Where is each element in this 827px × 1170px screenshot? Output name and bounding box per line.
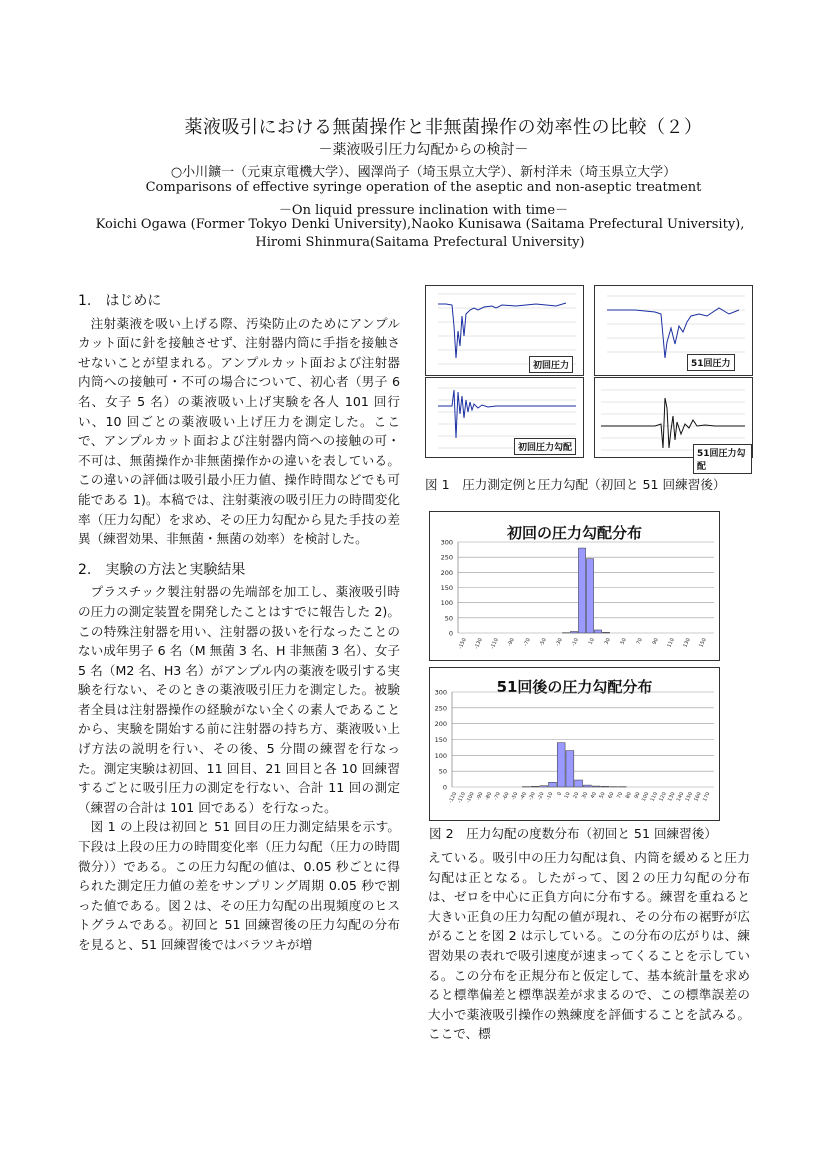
x-tick-label: -30 — [527, 791, 537, 802]
section2-heading: 2. 実験の方法と実験結果 — [78, 561, 246, 578]
y-tick-label: 300 — [434, 688, 447, 697]
figure1-panel-initial-gradient — [425, 377, 584, 458]
histogram-bar — [578, 548, 585, 633]
section1-paragraph: 注射薬液を吸い上げる際、汚染防止のためにアンプルカット面に針を接触させず、注射器内筒に手指を接触させないことが望まれる。アンプルカット面および注射器内筒への接触可・不可の場合について、初心者（男子 6 名、女子 5 名）の薬液吸い上げ実験を各人 101 回行い、10 回ごとの薬液吸い上げ圧力を測定した。ここで、アンプルカット面および注射器内筒への接触の可・不可は、無菌操作か非無菌操作かの違いを表している。この違いの評価は吸引最小圧力値、操作時間などでも可能である 1)。本稿では、注射薬液の吸引圧力の時間変化率（圧力勾配）を求め、その圧力勾配から見た手技の差異（練習効果、非無菌・無菌の効率）を検討した。 — [78, 315, 400, 547]
left-column — [78, 292, 400, 955]
y-tick-label: 50 — [438, 767, 447, 776]
x-tick-label: -90 — [475, 791, 485, 802]
histogram-51-title: 51回後の圧力勾配分布 — [496, 678, 653, 696]
x-tick-label: 150 — [684, 791, 694, 803]
histogram-bar — [583, 785, 591, 787]
histogram-bar — [586, 559, 593, 633]
x-tick-label: 60 — [607, 791, 616, 800]
authors-en: Koichi Ogawa (Former Tokyo Denki University),Naoko Kunisawa (Saitama Prefectural University), Hiromi Shinmura(Saitama Prefectural University) — [95, 217, 745, 250]
histogram-bar — [540, 786, 548, 787]
x-tick-label: -150 — [457, 637, 468, 651]
x-tick-label: 0 — [556, 791, 563, 797]
x-tick-label: 50 — [598, 791, 607, 800]
x-tick-label: -10 — [545, 791, 555, 802]
label-initial-gradient: 初回圧力勾配 — [514, 438, 576, 455]
x-tick-label: 10 — [563, 791, 572, 800]
histogram-bar — [557, 743, 565, 787]
figure1-caption: 図 1 圧力測定例と圧力勾配（初回と 51 回練習後） — [425, 477, 726, 492]
x-tick-label: 130 — [667, 791, 677, 803]
x-tick-label: 40 — [589, 791, 598, 800]
paper-title-jp: 薬液吸引における無菌操作と非無菌操作の効率性の比較（２） — [184, 117, 703, 138]
y-tick-label: 0 — [442, 783, 447, 792]
x-tick-label: 20 — [572, 791, 581, 800]
y-tick-label: 150 — [440, 584, 453, 592]
y-tick-label: 200 — [440, 568, 453, 577]
paper-subtitle-en: －On liquid pressure inclination with time－ — [278, 203, 569, 218]
x-tick-label: -40 — [519, 791, 529, 802]
histogram-bar — [602, 632, 609, 633]
authors-jp: ○小川鑛一（元東京電機大学）、國澤尚子（埼玉県立大学）、新村洋未（埼玉県立大学） — [170, 165, 677, 180]
x-tick-label: -110 — [489, 637, 500, 651]
figure2-caption: 図 2 圧力勾配の度数分布（初回と 51 回練習後） — [429, 826, 717, 841]
section2-paragraph-1: プラスチック製注射器の先端部を加工し、薬液吸引時の圧力の測定装置を開発したことはすでに報告した 2)。この特殊注射器を用い、注射器の扱いを行なったことのない成年男子 6 名（M 無菌 3 名、H 非無菌 3 名）、女子 5 名（M2 名、H3 名）がアンプル内の薬液を吸引する実験を行ない、そのときの薬液吸引圧力を測定した。被験者全員は注射器操作の経験がない全くの素人であることから、実験を開始する前に注射器の持ち方、薬液吸い上げ方法の説明を行い、その後、5 分間の練習を行なった。測定実験は初回、11 回目、21 回目と各 10 回練習するごとに吸引圧力の測定を行ない、合計 11 回の測定（練習の合計は 101 回である）を行なった。 — [78, 584, 400, 815]
histogram-bar — [549, 782, 557, 787]
histogram-51-panel — [429, 667, 720, 821]
x-tick-label: 170 — [701, 791, 712, 803]
label-51-gradient: 51回圧力勾配 — [693, 444, 752, 474]
histogram-initial-chart — [430, 512, 719, 660]
paper-subtitle-jp: －薬液吸引圧力勾配からの検討－ — [318, 142, 529, 158]
y-tick-label: 300 — [440, 538, 453, 547]
y-tick-label: 50 — [444, 614, 453, 623]
x-tick-label: -130 — [473, 637, 484, 651]
y-tick-label: 100 — [434, 751, 447, 760]
x-tick-label: 70 — [635, 637, 644, 646]
histogram-bar — [531, 786, 539, 787]
histogram-bar — [570, 631, 577, 633]
histogram-bar — [601, 786, 609, 787]
y-tick-label: 0 — [448, 629, 453, 638]
x-tick-label: 90 — [633, 791, 642, 800]
x-tick-label: -60 — [501, 791, 511, 802]
x-tick-label: 80 — [624, 791, 633, 800]
x-tick-label: -50 — [510, 791, 520, 802]
y-tick-label: 100 — [440, 599, 453, 608]
histogram-initial-title: 初回の圧力勾配分布 — [506, 524, 642, 542]
histogram-bar — [594, 630, 601, 633]
x-tick-label: -70 — [492, 791, 502, 802]
x-tick-label: 90 — [651, 637, 660, 646]
y-tick-label: 150 — [434, 736, 447, 744]
x-tick-label: 140 — [675, 791, 686, 803]
histogram-bar — [575, 780, 583, 787]
label-initial-pressure: 初回圧力 — [529, 356, 573, 373]
x-tick-label: 70 — [615, 791, 625, 800]
figure1-panel-51-gradient — [594, 377, 753, 472]
x-tick-label: -30 — [554, 637, 564, 648]
x-tick-label: -80 — [484, 791, 494, 802]
figure1-panel-initial-pressure — [425, 285, 584, 376]
x-tick-label: 10 — [587, 637, 596, 646]
histogram-bar — [592, 786, 600, 787]
x-tick-label: -70 — [522, 637, 532, 648]
y-tick-label: 250 — [440, 553, 453, 562]
x-tick-label: -120 — [447, 791, 459, 805]
figure1-panel-51-pressure — [594, 285, 753, 376]
x-tick-label: 110 — [666, 637, 676, 649]
x-tick-label: -50 — [538, 637, 548, 648]
section1-heading: 1. はじめに — [78, 293, 162, 309]
x-tick-label: 130 — [682, 637, 692, 649]
section2-paragraph-2: 図 1 の上段は初回と 51 回目の圧力測定結果を示す。下段は上段の圧力の時間変化率（圧力勾配（圧力の時間微分））である。この圧力勾配の値は、0.05 秒ごとに得られた測定圧力値の差をサンプリング周期 0.05 秒で割った値である。図２は、その圧力勾配の出現頻度のヒストグラムである。初回と 51 回練習後の圧力勾配の分布を見ると、51 回練習後ではバラツキが増 — [78, 819, 400, 952]
x-tick-label: -90 — [506, 637, 516, 648]
histogram-initial-panel — [429, 511, 720, 661]
x-tick-label: 30 — [603, 637, 612, 646]
histogram-bar — [566, 751, 574, 787]
y-tick-label: 200 — [434, 720, 447, 729]
x-tick-label: -10 — [570, 637, 580, 648]
x-tick-label: 100 — [640, 791, 651, 803]
x-tick-label: 150 — [698, 637, 708, 649]
y-tick-label: 250 — [434, 704, 447, 713]
x-tick-label: 160 — [693, 791, 703, 803]
x-tick-label: 30 — [581, 791, 590, 800]
x-tick-label: 50 — [619, 637, 628, 646]
paper-title-en: Comparisons of effective syringe operation of the aseptic and non-aseptic treatment — [145, 180, 702, 195]
right-column-paragraph: えている。吸引中の圧力勾配は負、内筒を緩めると圧力勾配は正となる。したがって、図２の圧力勾配の分布は、ゼロを中心に正負方向に分布する。練習を重ねると大きい正負の圧力勾配の値が現れ、その分布の裾野が広がることを図 2 は示している。この分布の広がりは、練習効果の表れで吸引速度が速まってくることを示している。この分布を正規分布と仮定して、基本統計量を求めると標準偏差と標準誤差が求まるので、この標準誤差の大小で薬液吸引操作の熟練度を評価することを試みる。ここで、標 — [428, 850, 750, 1042]
label-51-pressure: 51回圧力 — [687, 354, 735, 371]
histogram-51-chart — [430, 668, 719, 820]
x-tick-label: 120 — [658, 791, 668, 803]
x-tick-label: -110 — [456, 791, 467, 805]
x-tick-label: -20 — [536, 791, 546, 802]
x-tick-label: 110 — [649, 791, 660, 803]
x-tick-label: -100 — [465, 791, 476, 805]
